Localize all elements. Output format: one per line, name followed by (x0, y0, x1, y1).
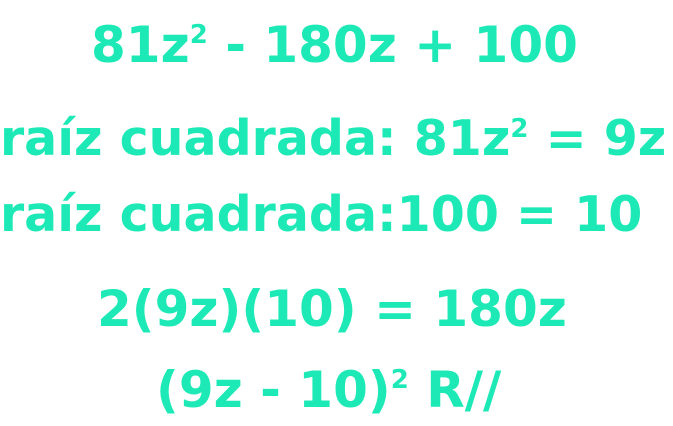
final-answer-base: (9z - 10) (156, 361, 391, 419)
square-root-first-term-exponent: 2 (510, 114, 529, 144)
square-root-first-term-label: raíz cuadrada: 81z (0, 110, 511, 167)
square-root-last-term-line (0, 186, 643, 243)
final-answer-line (156, 361, 502, 419)
final-answer-exponent: 2 (390, 365, 409, 395)
square-root-last-term-text: raíz cuadrada:100 = 10 (0, 186, 643, 243)
middle-term-check-line (97, 280, 567, 338)
square-root-first-term-line (0, 110, 667, 167)
expression-line (91, 16, 578, 74)
middle-term-check-text: 2(9z)(10) = 180z (97, 280, 567, 338)
final-answer-suffix: R// (408, 361, 502, 419)
square-root-first-term-result: = 9z (528, 110, 667, 167)
expression-rest: - 180z + 100 (207, 16, 578, 74)
expression-base: 81z (91, 16, 190, 74)
expression-exponent: 2 (189, 20, 208, 50)
